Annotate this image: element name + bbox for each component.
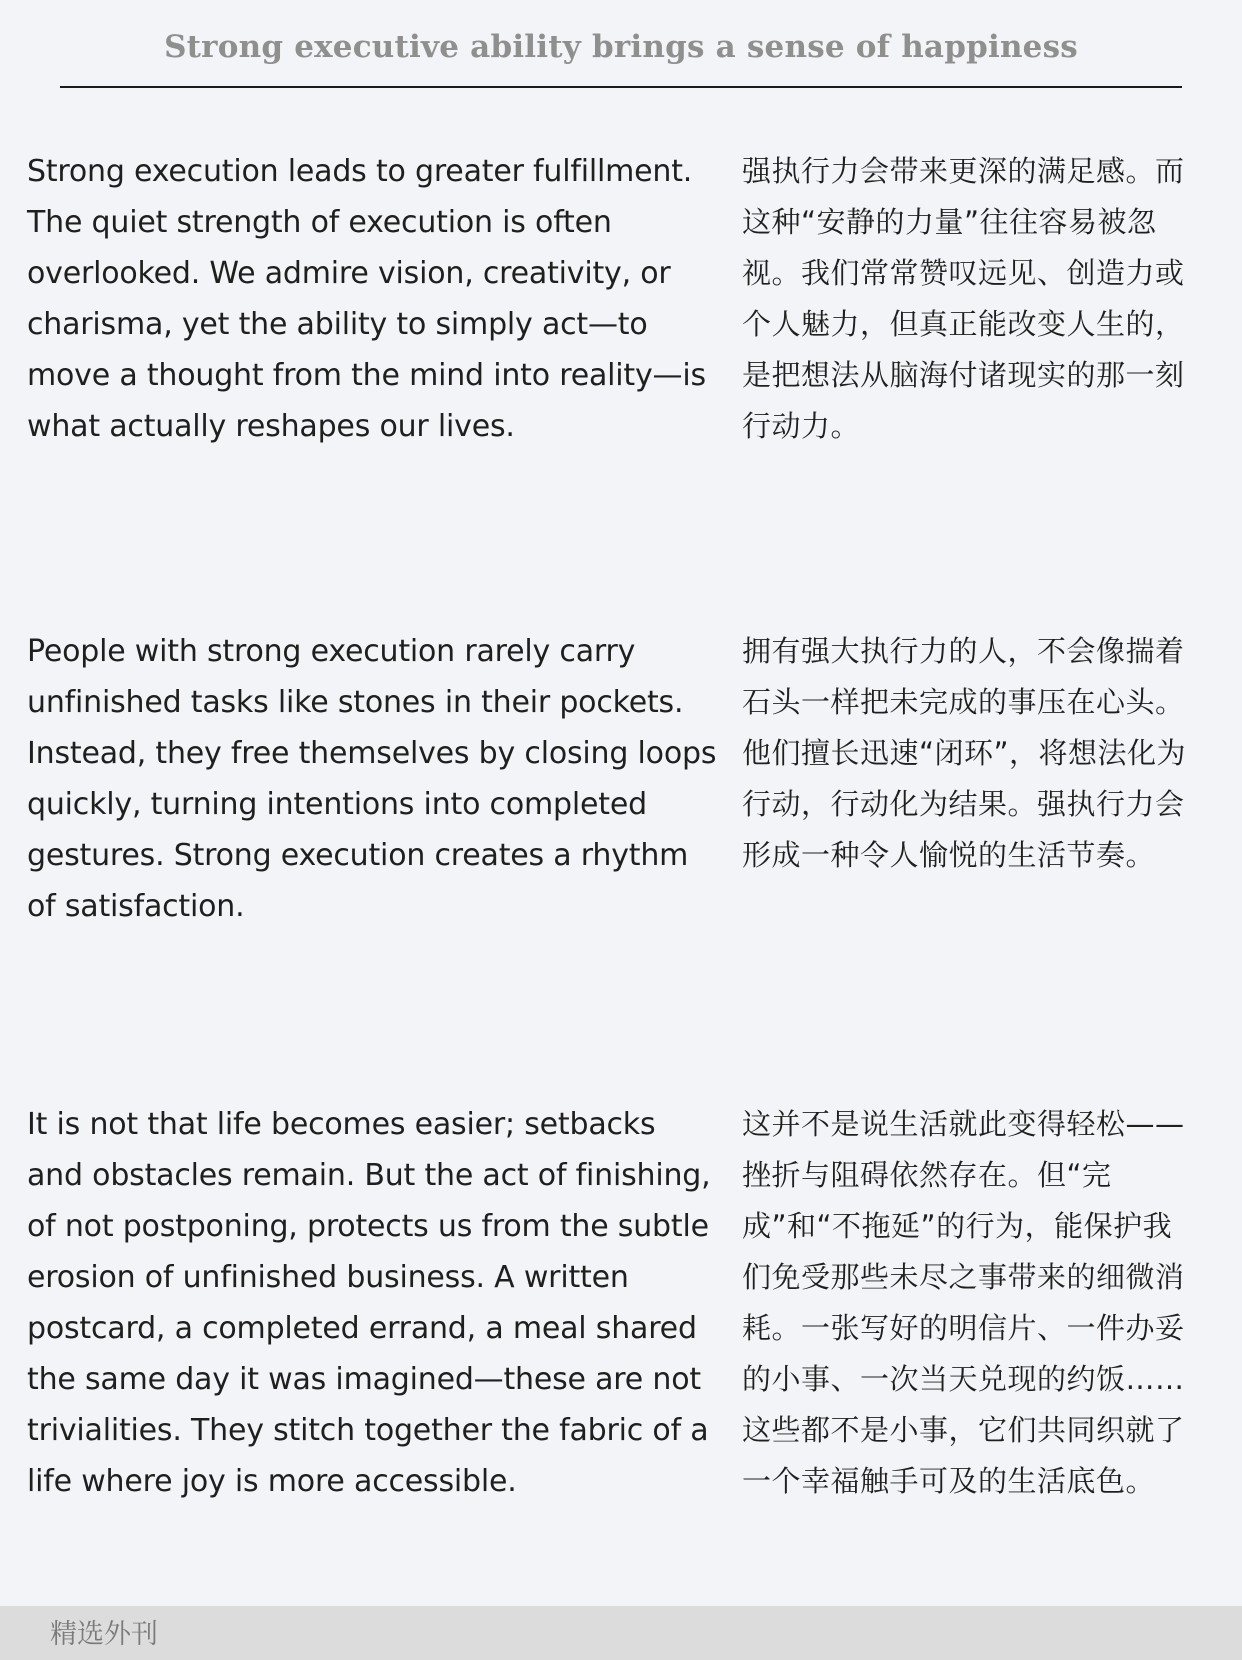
chinese-paragraph: 拥有强大执行力的人，不会像揣着石头一样把未完成的事压在心头。他们擅长迅速“闭环”，将想法化为行动，行动化为结果。强执行力会形成一种令人愉悦的生活节奏。 [742,634,1187,872]
chinese-paragraph: 这并不是说生活就此变得轻松——挫折与阻碍依然存在。但“完成”和“不拖延”的行为，能保护我们免受那些未尽之事带来的细微消耗。一张写好的明信片、一件办妥的小事、一次当天兑现的约饭……这些都不是小事，它们共同织就了一个幸福触手可及的生活底色。 [742,1107,1185,1498]
english-paragraph: It is not that life becomes easier; setbacks and obstacles remain. But the act of finishing, of not postponing, protects us from the subtle erosion of unfinished business. A written postcard, a completed errand, a meal shared the same day it was imagined—these are not trivialities. They stitch together the fabric of a life where joy is more accessible. [27,1107,711,1499]
page-header [60,0,1182,88]
footer-label: 精选外刊 [50,1619,158,1650]
chinese-paragraph: 强执行力会带来更深的满足感。而这种“安静的力量”往往容易被忽视。我们常常赞叹远见、创造力或个人魅力，但真正能改变人生的，是把想法从脑海付诸现实的那一刻行动力。 [742,154,1185,443]
footer-bar [0,1606,1242,1660]
page-title: Strong executive ability brings a sense of happiness [164,29,1078,65]
english-paragraph: People with strong execution rarely carry unfinished tasks like stones in their pockets. Instead, they free themselves by closing loops quickly, turning intentions into completed gestures. Strong execution creates a rhythm of satisfaction. [27,634,717,924]
english-paragraph: Strong execution leads to greater fulfillment. The quiet strength of execution is often overlooked. We admire vision, creativity, or charisma, yet the ability to simply act—to move a thought from the mind into reality—is what actually reshapes our lives. [27,154,706,444]
